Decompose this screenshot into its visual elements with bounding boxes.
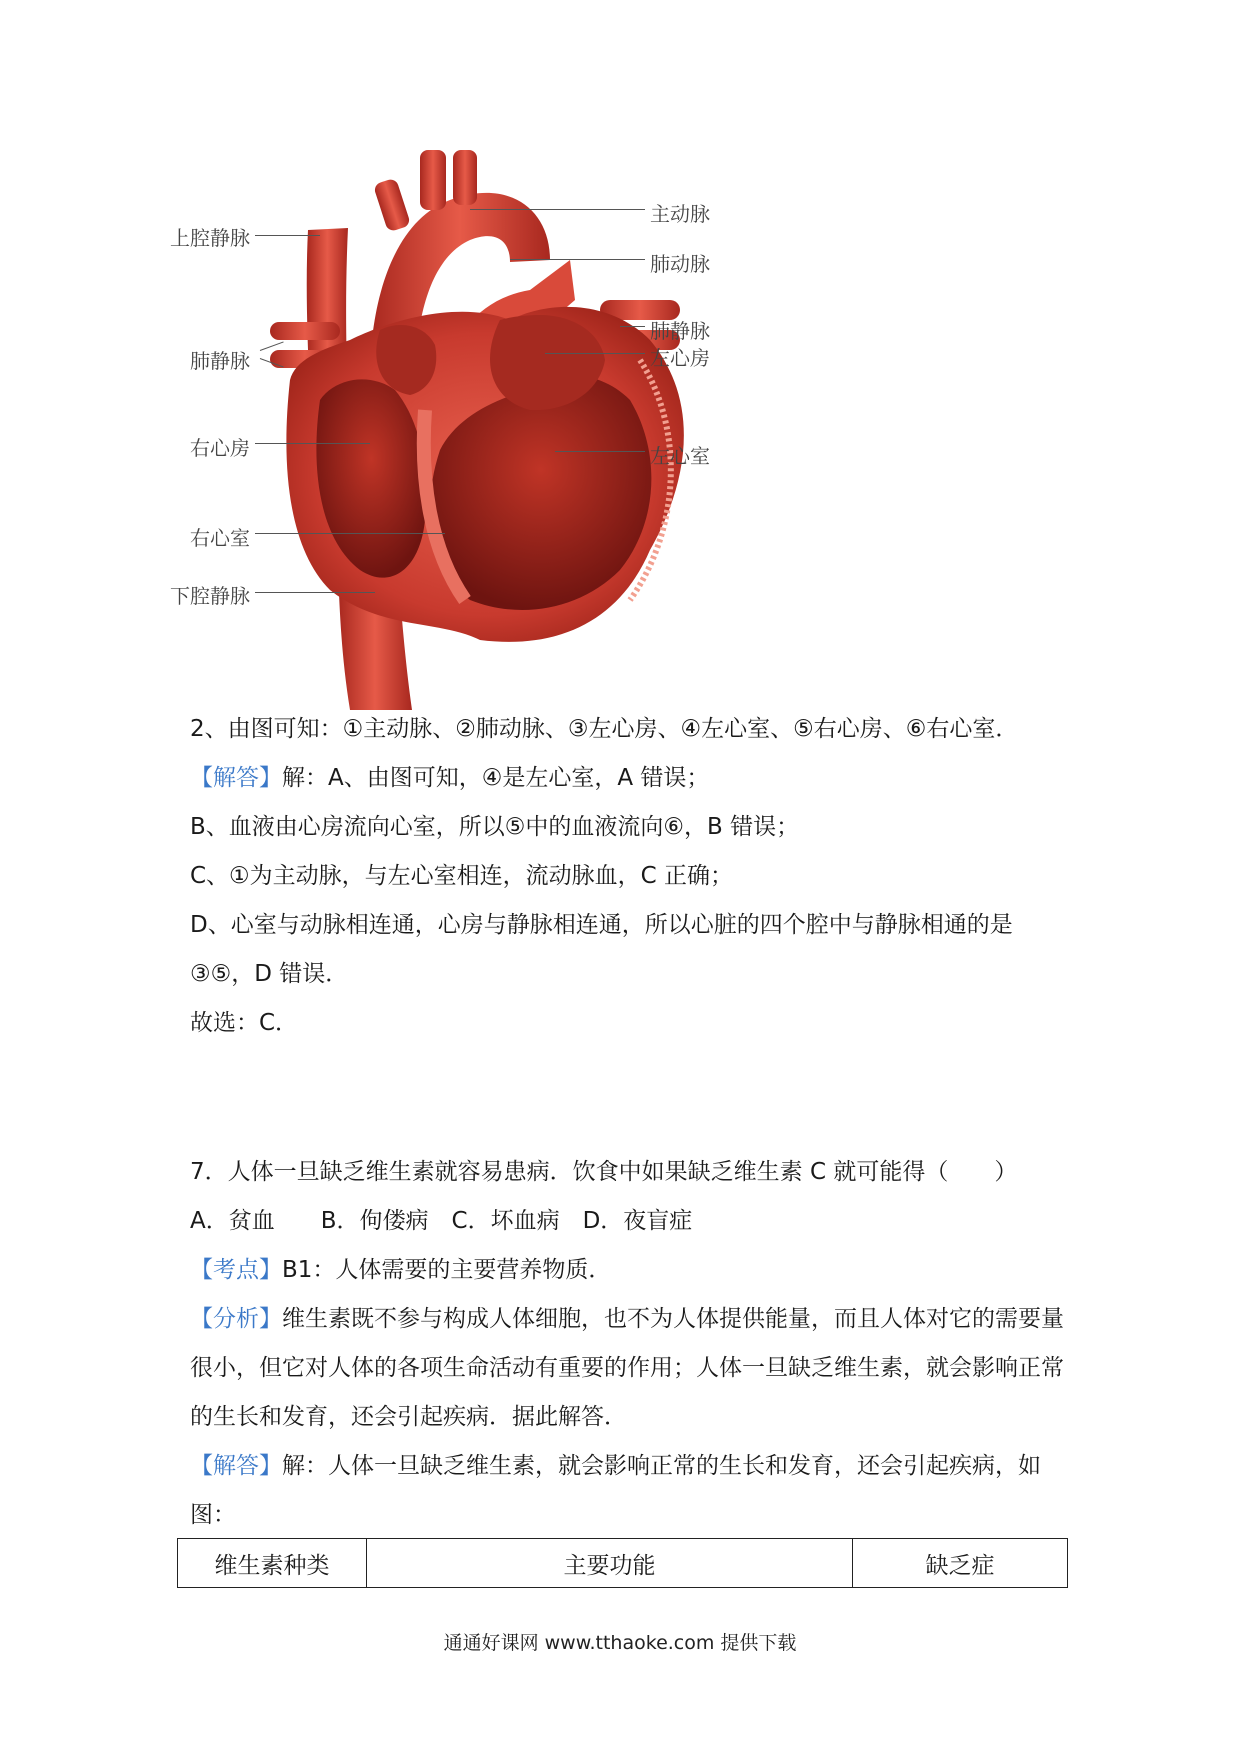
kaodian-line (190, 1246, 1070, 1295)
table-header-type: 维生素种类 (178, 1539, 367, 1588)
answer-a-text: 解：A、由图可知，④是左心室，A 错误； (282, 765, 710, 791)
label-superior-vena-cava: 上腔静脉 (170, 226, 250, 250)
leader-pulmonary-artery (510, 259, 645, 260)
jieda-line (190, 1442, 1070, 1540)
kaodian-tag: 【考点】 (190, 1257, 282, 1283)
fenxi-text: 维生素既不参与构成人体细胞，也不为人体提供能量，而且人体对它的需要量很小，但它对人体的各项生命活动有重要的作用；人体一旦缺乏维生素，就会影响正常的生长和发育，还会引起疾病．据此解答． (190, 1306, 1064, 1430)
label-left-ventricle: 左心室 (650, 444, 710, 468)
analysis-item-2: 2、由图可知：①主动脉、②肺动脉、③左心房、④左心室、⑤右心房、⑥右心室． (190, 716, 1019, 742)
leader-pulmonary-vein-right (620, 326, 645, 327)
answer-line-c: C、①为主动脉，与左心室相连，流动脉血，C 正确； (190, 863, 734, 889)
label-pulmonary-vein-left: 肺静脉 (190, 349, 250, 373)
leader-superior-vena-cava (255, 235, 320, 236)
page-footer: 通通好课网 www.tthaoke.com 提供下载 (443, 1632, 797, 1654)
vitamin-table (177, 1538, 1068, 1588)
fenxi-line (190, 1295, 1070, 1442)
leader-left-ventricle (555, 451, 645, 452)
leader-right-ventricle (255, 533, 445, 534)
answer-choice: 故选：C． (190, 1010, 299, 1036)
heart-diagram (170, 150, 820, 710)
label-pulmonary-artery: 肺动脉 (650, 252, 710, 276)
question-6-section (190, 705, 1070, 1048)
leader-right-atrium (255, 443, 370, 444)
answer-line-b: B、血液由心房流向心室，所以⑤中的血液流向⑥，B 错误； (190, 814, 800, 840)
label-left-atrium: 左心房 (650, 346, 710, 370)
fenxi-tag: 【分析】 (190, 1306, 282, 1332)
answer-tag: 【解答】 (190, 765, 282, 791)
table-header-deficiency: 缺乏症 (853, 1539, 1068, 1588)
label-right-atrium: 右心房 (190, 436, 250, 460)
question-7-stem: 7．人体一旦缺乏维生素就容易患病．饮食中如果缺乏维生素 C 就可能得（ ） (190, 1159, 1018, 1185)
jieda-text: 解：人体一旦缺乏维生素，就会影响正常的生长和发育，还会引起疾病，如图： (190, 1453, 1041, 1528)
leader-aorta (470, 209, 645, 210)
jieda-tag: 【解答】 (190, 1453, 282, 1479)
question-7-section (190, 1148, 1070, 1540)
leader-left-atrium (545, 353, 645, 354)
heart-illustration (180, 150, 820, 710)
label-aorta: 主动脉 (650, 202, 710, 226)
kaodian-text: B1：人体需要的主要营养物质． (282, 1257, 612, 1283)
label-right-ventricle: 右心室 (190, 526, 250, 550)
table-header-function: 主要功能 (367, 1539, 853, 1588)
answer-line-a (190, 754, 1070, 803)
leader-inferior-vena-cava (255, 592, 375, 593)
label-pulmonary-vein-right: 肺静脉 (650, 319, 710, 343)
question-7-options: A．贫血 B．佝偻病 C．坏血病 D．夜盲症 (190, 1208, 693, 1234)
label-inferior-vena-cava: 下腔静脉 (170, 584, 250, 608)
answer-line-d: D、心室与动脉相连通，心房与静脉相连通，所以心脏的四个腔中与静脉相通的是③⑤，D 错误． (190, 912, 1013, 987)
table-header-row (178, 1539, 1068, 1588)
